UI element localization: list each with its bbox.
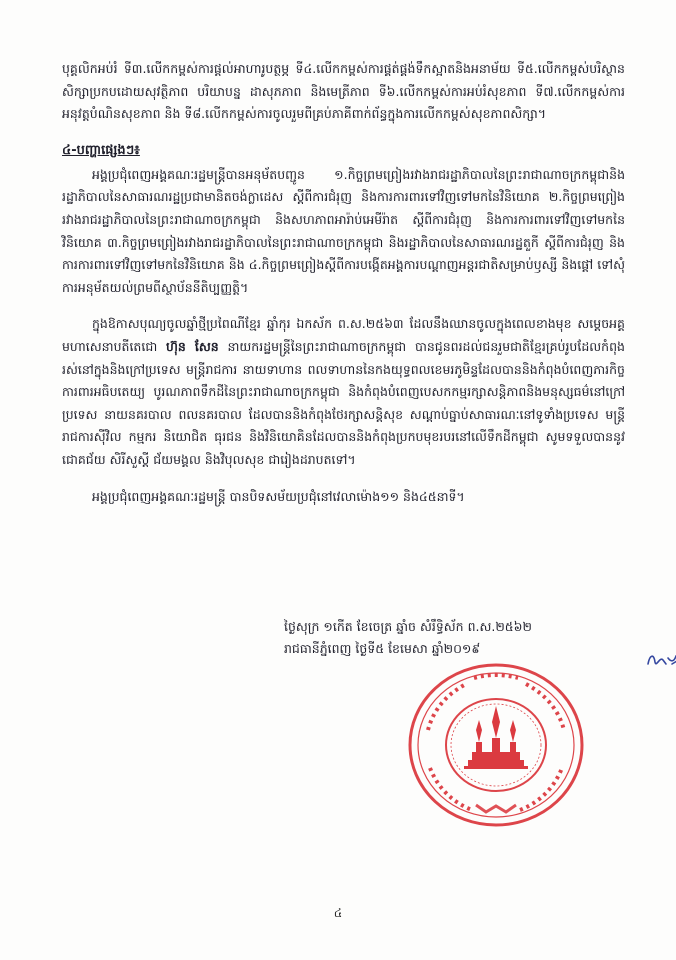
official-seal <box>406 660 586 830</box>
signature-initials <box>646 650 676 670</box>
paragraph-closing: អង្គប្រជុំពេញអង្គគណៈរដ្ឋមន្ត្រី បានបិទសម័យប្រជុំនៅវេលាម៉ោង១១ និង៤៥នាទី។ <box>92 488 465 504</box>
date-lunar: ថ្ងៃសុក្រ ១កើត ខែចេត្រ ឆ្នាំច សំរឹទ្ធិស័ក ព.ស.២៥៦២ <box>284 619 532 634</box>
page-number: ៤ <box>333 906 343 920</box>
paragraph-misc: អង្គប្រជុំពេញអង្គគណៈរដ្ឋមន្ត្រីបានអនុម័តបញ្ជូន ១.កិច្ចព្រមព្រៀងរវាងរាជរដ្ឋាភិបាលនៃព្រះរាជាណាចក្រកម្ពុជានិងរដ្ឋាភិបាលនៃសាធារណរដ្ឋប្រជាមានិតចង់ក្លាដេស ស្តីពីការជំរុញ និងការការពារទៅវិញទៅមកនៃវិនិយោគ ២.កិច្ចព្រមព្រៀងរវាងរាជរដ្ឋាភិបាលនៃព្រះរាជាណាចក្រកម្ពុជា និងសហភាពអារ៉ាប់អេមីរ៉ាត ស្តីពីការជំរុញ និងការការពារទៅវិញទៅមកនៃវិនិយោគ ៣.កិច្ចព្រមព្រៀងរវាងរាជរដ្ឋាភិបាលនៃព្រះរាជាណាចក្រកម្ពុជា និងរដ្ឋាភិបាលនៃសាធារណរដ្ឋតួកី ស្តីពីការជំរុញ និងការការពារទៅវិញទៅមកនៃវិនិយោគ និង ៤.កិច្ចព្រមព្រៀងស្តីពីការបង្កើតអង្គការបណ្តាញអន្តរជាតិសម្រាប់ឫស្សី និងផ្តៅ ទៅសុំការអនុម័តយល់ព្រមពីស្ថាប័ននីតិប្បញ្ញត្តិ។ <box>62 166 625 295</box>
paragraph-continuation: បុគ្គលិកអប់រំ ទី៣.លើកកម្ពស់ការផ្តល់អាហារូបត្ថម្ភ ទី៤.លើកកម្ពស់ការផ្គត់ផ្គង់ទឹកស្អាតនិងអនាម័យ ទី៥.លើកកម្ពស់បរិស្ថានសិក្សាប្រកបដោយសុវត្ថិភាព បរិយាបន្ន ដាសុភភាព និងមេត្រីភាព ទី៦.លើកកម្ពស់ការអប់រំសុខភាព ទី៧.លើកកម្ពស់ការអនុវត្តបំណិនសុខភាព និង ទី៨.លើកកម្ពស់ការចូលរួមពីគ្រប់ភាគីពាក់ព័ន្ធក្នុងការលើកកម្ពស់សុខភាពសិក្សា។ <box>62 61 625 122</box>
dateline <box>284 616 624 660</box>
date-solar: រាជធានីភ្នំពេញ ថ្ងៃទី៥ ខែមេសា ឆ្នាំ២០១៩ <box>284 641 481 656</box>
wish-text-after-name: នាយករដ្ឋមន្ត្រីនៃព្រះរាជាណាចក្រកម្ពុជា បានជូនពរដល់ជនរួមជាតិខ្មែរគ្រប់រូបដែលកំពុងរស់នៅក្នុងនិងក្រៅប្រទេស មន្ត្រីរាជការ នាយទាហាន ពលទាហាននៃកងយុទ្ធពលខេមរភូមិន្ទដែលបាននិងកំពុងបំពេញភារកិច្ចការពារអធិបតេយ្យ បូរណភាពទឹកដីនៃព្រះរាជាណាចក្រកម្ពុជា និងកំពុងបំពេញបេសកកម្មរក្សាសន្តិភាពនិងមនុស្សធម៌នៅក្រៅប្រទេស នាយនគរបាល ពលនគរបាល ដែលបាននិងកំពុងថែរក្សាសន្តិសុខ សណ្តាប់ធ្នាប់សាធារណៈនៅទូទាំងប្រទេស មន្ត្រីរាជការស៊ីវិល កម្មករ និយោជិត ធុរជន និងវិនិយោគិនដែលបាននិងកំពុងប្រកបមុខរបរនៅលើទឹកដីកម្ពុជា សូមទទួលបាននូវជោគជ័យ សិរីសួស្តី ជ័យមង្គល និងវិបុលសុខ ជារៀងដរាបតទៅ។ <box>62 338 625 467</box>
wish-text-before-name: ក្នុងឱកាសបុណ្យចូលឆ្នាំថ្មីប្រពៃណីខ្មែរ ឆ្នាំកុរ ឯកស័ក ព.ស.២៥៦៣ ដែលនឹងឈានចូលក្នុងពេលខាងមុខ សម្តេចអគ្គមហាសេនាបតីតេជោ <box>62 316 625 354</box>
prime-minister-name: ហ៊ុន សែន <box>165 338 219 354</box>
document-body <box>62 58 625 522</box>
section-heading: ៤-បញ្ហាផ្សេងៗ៖ <box>62 142 140 158</box>
paragraph-new-year-wish <box>62 313 625 471</box>
